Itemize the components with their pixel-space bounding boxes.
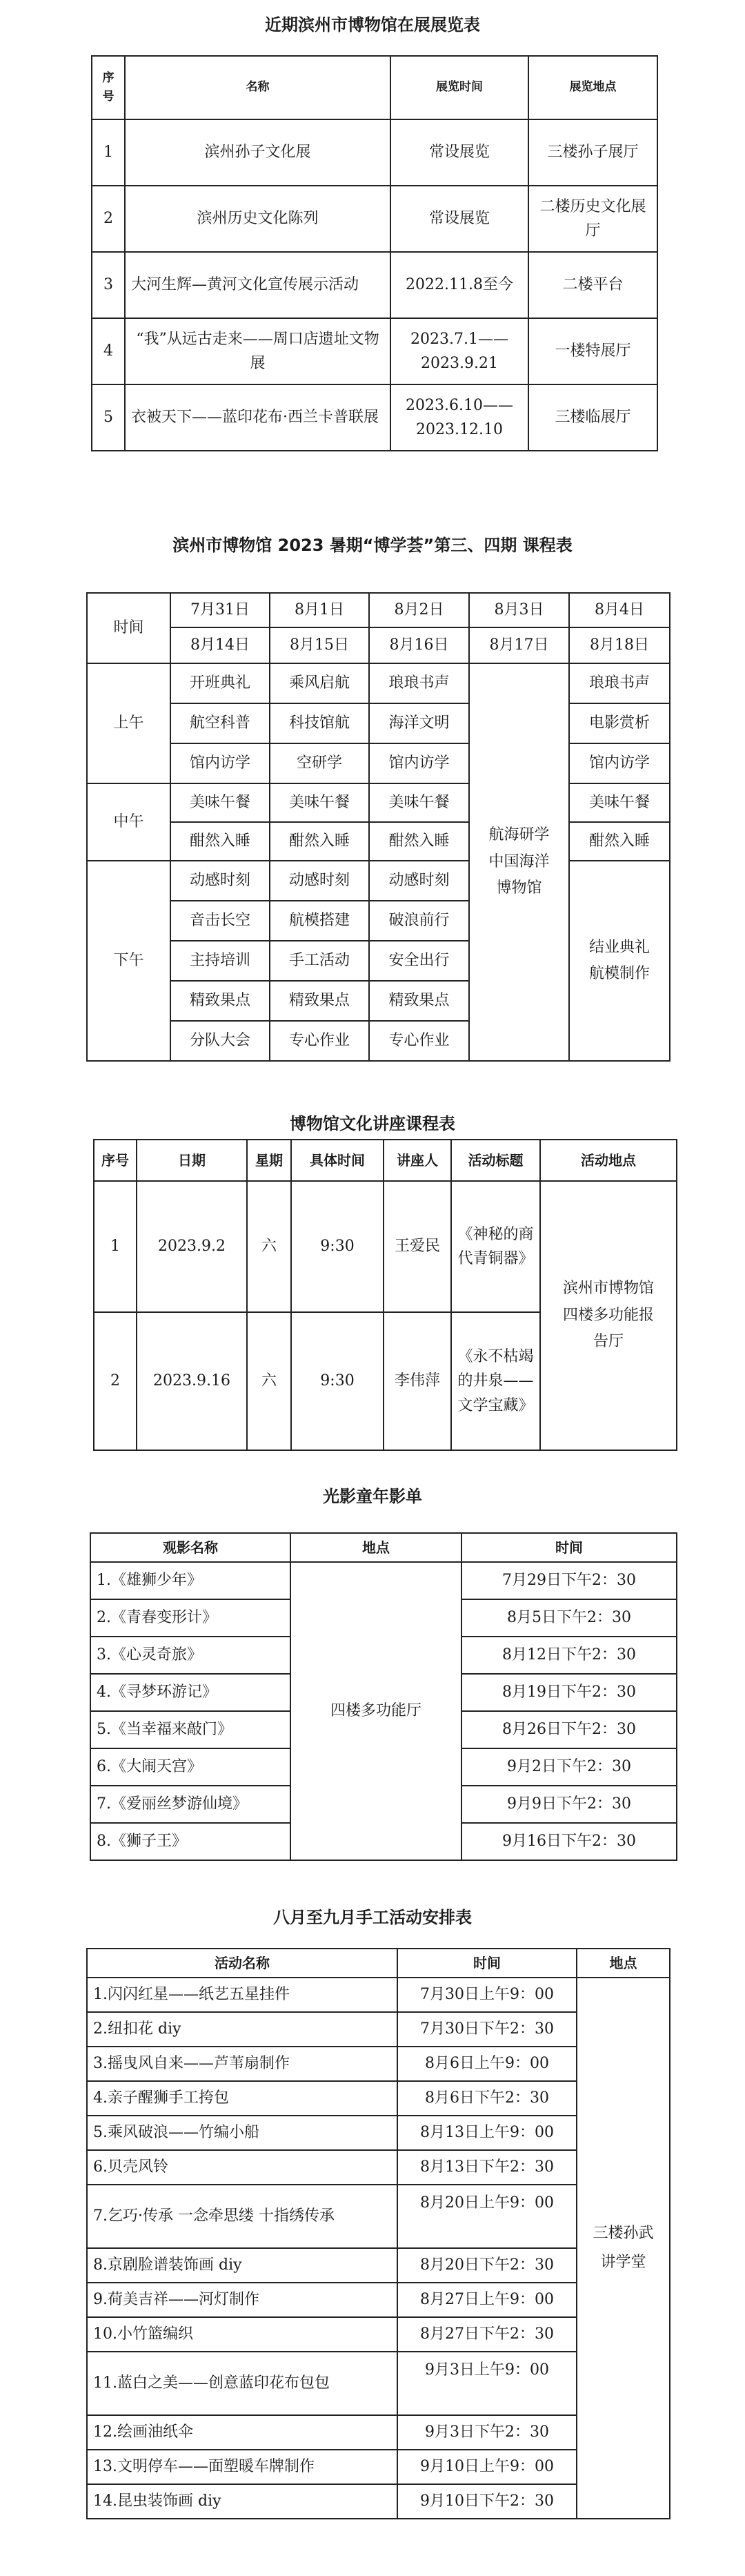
activity-name: 12.绘画油纸伞 bbox=[87, 2415, 397, 2450]
header-topic: 活动标题 bbox=[451, 1140, 540, 1181]
activity-cell: 酣然入睡 bbox=[369, 822, 469, 861]
activity-cell: 琅琅书声 bbox=[369, 663, 469, 703]
activity-time: 9月3日上午9：00 bbox=[397, 2352, 577, 2415]
date-cell: 7月31日 bbox=[170, 593, 270, 627]
header-location: 地点 bbox=[290, 1533, 461, 1562]
cell: 滨州孙子文化展 bbox=[125, 119, 390, 186]
cell: 三楼临展厅 bbox=[528, 384, 657, 451]
header-index: 序号 bbox=[94, 1140, 137, 1181]
activity-cell: 手工活动 bbox=[270, 941, 369, 981]
cell: 3 bbox=[92, 252, 125, 318]
activity-time: 8月27日下午2：30 bbox=[397, 2317, 577, 2352]
schedule-row bbox=[87, 822, 670, 861]
crafts-location: 三楼孙武讲学堂 bbox=[577, 1978, 670, 2519]
cell: 2023.7.1——2023.9.21 bbox=[390, 318, 528, 384]
activity-cell: 专心作业 bbox=[270, 1021, 369, 1061]
activity-cell: 动感时刻 bbox=[369, 861, 469, 901]
activity-cell: 安全出行 bbox=[369, 941, 469, 981]
activity-time: 8月20日上午9：00 bbox=[397, 2185, 577, 2248]
date-cell: 8月2日 bbox=[369, 593, 469, 627]
header-time: 展览时间 bbox=[390, 56, 528, 119]
header-time: 时间 bbox=[397, 1949, 577, 1978]
activity-cell: 开班典礼 bbox=[170, 663, 270, 703]
film-time: 8月5日下午2：30 bbox=[461, 1599, 677, 1637]
activity-cell: 酣然入睡 bbox=[270, 822, 369, 861]
header-time: 时间 bbox=[461, 1533, 677, 1562]
cell: 1 bbox=[94, 1181, 137, 1312]
films-title: 光影童年影单 bbox=[323, 1487, 422, 1506]
film-time: 9月2日下午2：30 bbox=[461, 1748, 677, 1786]
activity-time: 8月6日上午9：00 bbox=[397, 2047, 577, 2081]
activity-cell: 航空科普 bbox=[170, 703, 270, 743]
lectures-table bbox=[93, 1139, 677, 1451]
activity-name: 1.闪闪红星——纸艺五星挂件 bbox=[87, 1978, 397, 2012]
schedule-row bbox=[87, 663, 670, 703]
cell: 《神秘的商代青铜器》 bbox=[451, 1181, 540, 1312]
film-name: 3.《心灵奇旅》 bbox=[90, 1637, 290, 1674]
activity-cell: 科技馆航 bbox=[270, 703, 369, 743]
activity-name: 5.乘风破浪——竹编小船 bbox=[87, 2116, 397, 2150]
cell: 2023.9.16 bbox=[137, 1312, 247, 1450]
date-cell: 8月1日 bbox=[270, 593, 369, 627]
table-row bbox=[92, 318, 657, 384]
activity-name: 14.昆虫装饰画 diy bbox=[87, 2484, 397, 2519]
cell: 5 bbox=[92, 384, 125, 451]
cell: 2 bbox=[92, 186, 125, 252]
activity-name: 13.文明停车——面塑暖车牌制作 bbox=[87, 2450, 397, 2484]
dates-row bbox=[87, 627, 670, 663]
activity-cell: 分队大会 bbox=[170, 1021, 270, 1061]
activity-cell: 精致果点 bbox=[369, 981, 469, 1021]
header-weekday: 星期 bbox=[247, 1140, 291, 1181]
header-date: 日期 bbox=[137, 1140, 247, 1181]
thursday-cell bbox=[469, 663, 569, 1061]
cell: 常设展览 bbox=[390, 119, 528, 186]
date-cell: 8月17日 bbox=[469, 627, 569, 663]
schedule-row bbox=[87, 783, 670, 822]
cell: 滨州历史文化陈列 bbox=[125, 186, 390, 252]
cell: 三楼孙子展厅 bbox=[528, 119, 657, 186]
activity-name: 2.纽扣花 diy bbox=[87, 2012, 397, 2047]
date-cell: 8月15日 bbox=[270, 627, 369, 663]
activity-cell: 美味午餐 bbox=[270, 783, 369, 822]
film-name: 8.《狮子王》 bbox=[90, 1823, 290, 1860]
cell: 王爱民 bbox=[384, 1181, 451, 1312]
table-header-row bbox=[87, 1949, 670, 1978]
table-row bbox=[90, 1562, 677, 1599]
activity-time: 9月10日上午9：00 bbox=[397, 2450, 577, 2484]
film-name: 2.《青春变形计》 bbox=[90, 1599, 290, 1637]
activity-cell: 破浪前行 bbox=[369, 901, 469, 941]
activity-cell: 航模搭建 bbox=[270, 901, 369, 941]
activity-cell: 馆内访学 bbox=[569, 743, 670, 783]
date-cell: 8月16日 bbox=[369, 627, 469, 663]
schedule-table bbox=[86, 592, 670, 1062]
activity-cell: 美味午餐 bbox=[569, 783, 670, 822]
exhibitions-title: 近期滨州市博物馆在展展览表 bbox=[265, 15, 480, 35]
film-name: 1.《雄狮少年》 bbox=[90, 1562, 290, 1599]
cell: 4 bbox=[92, 318, 125, 384]
activity-name: 11.蓝白之美——创意蓝印花布包包 bbox=[87, 2352, 397, 2415]
period-morning: 上午 bbox=[87, 663, 170, 783]
header-activity: 活动名称 bbox=[87, 1949, 397, 1978]
activity-cell: 动感时刻 bbox=[270, 861, 369, 901]
exhibitions-table bbox=[91, 55, 658, 451]
film-time: 8月12日下午2：30 bbox=[461, 1637, 677, 1674]
activity-time: 8月20日下午2：30 bbox=[397, 2248, 577, 2283]
cell: 六 bbox=[247, 1181, 291, 1312]
schedule-row bbox=[87, 703, 670, 743]
header-name: 名称 bbox=[125, 56, 390, 119]
activity-time: 7月30日下午2：30 bbox=[397, 2012, 577, 2047]
cell: 9:30 bbox=[291, 1181, 384, 1312]
cell: 大河生辉—黄河文化宣传展示活动 bbox=[125, 252, 390, 318]
activity-cell: 海洋文明 bbox=[369, 703, 469, 743]
header-index: 序号 bbox=[92, 56, 125, 119]
activity-cell: 美味午餐 bbox=[170, 783, 270, 822]
activity-cell: 音击长空 bbox=[170, 901, 270, 941]
cell: 2023.9.2 bbox=[137, 1181, 247, 1312]
film-name: 6.《大闹天宫》 bbox=[90, 1748, 290, 1786]
lectures-title: 博物馆文化讲座课程表 bbox=[290, 1114, 455, 1133]
period-noon: 中午 bbox=[87, 783, 170, 861]
header-film: 观影名称 bbox=[90, 1533, 290, 1562]
header-location: 展览地点 bbox=[528, 56, 657, 119]
cell: 《永不枯竭的井泉——文学宝藏》 bbox=[451, 1312, 540, 1450]
activity-time: 9月3日下午2：30 bbox=[397, 2415, 577, 2450]
cell: 二楼历史文化展厅 bbox=[528, 186, 657, 252]
film-name: 7.《爱丽丝梦游仙境》 bbox=[90, 1786, 290, 1823]
activity-time: 7月30日上午9：00 bbox=[397, 1978, 577, 2012]
table-row bbox=[94, 1181, 677, 1312]
cell: 2 bbox=[94, 1312, 137, 1450]
date-cell: 8月3日 bbox=[469, 593, 569, 627]
activity-cell: 动感时刻 bbox=[170, 861, 270, 901]
cell: 衣被天下——蓝印花布·西兰卡普联展 bbox=[125, 384, 390, 451]
activity-time: 9月10日下午2：30 bbox=[397, 2484, 577, 2519]
cell: 二楼平台 bbox=[528, 252, 657, 318]
header-location: 地点 bbox=[577, 1949, 670, 1978]
table-row bbox=[92, 119, 657, 186]
film-name: 5.《当幸福来敲门》 bbox=[90, 1711, 290, 1748]
lecture-location: 滨州市博物馆四楼多功能报告厅 bbox=[540, 1181, 677, 1450]
activity-cell: 馆内访学 bbox=[170, 743, 270, 783]
film-time: 9月16日下午2：30 bbox=[461, 1823, 677, 1860]
activity-time: 8月13日上午9：00 bbox=[397, 2116, 577, 2150]
cell: 一楼特展厅 bbox=[528, 318, 657, 384]
cell: 李伟萍 bbox=[384, 1312, 451, 1450]
activity-cell: 专心作业 bbox=[369, 1021, 469, 1061]
activity-cell: 琅琅书声 bbox=[569, 663, 670, 703]
friday-afternoon-activity: 结业典礼航模制作 bbox=[588, 938, 650, 982]
header-location: 活动地点 bbox=[540, 1140, 677, 1181]
film-time: 9月9日下午2：30 bbox=[461, 1786, 677, 1823]
table-row bbox=[92, 186, 657, 252]
films-table bbox=[90, 1532, 677, 1861]
cell: 2023.6.10——2023.12.10 bbox=[390, 384, 528, 451]
activity-cell: 酣然入睡 bbox=[170, 822, 270, 861]
activity-name: 3.摇曳风自来——芦苇扇制作 bbox=[87, 2047, 397, 2081]
activity-cell: 电影赏析 bbox=[569, 703, 670, 743]
activity-name: 7.乞巧·传承 一念牵思缕 十指绣传承 bbox=[87, 2185, 397, 2248]
activity-cell: 空研学 bbox=[270, 743, 369, 783]
activity-cell: 精致果点 bbox=[270, 981, 369, 1021]
activity-name: 6.贝壳风铃 bbox=[87, 2150, 397, 2185]
film-location: 四楼多功能厅 bbox=[290, 1562, 461, 1860]
table-row bbox=[87, 1978, 670, 2012]
film-time: 7月29日下午2：30 bbox=[461, 1562, 677, 1599]
cell: “我”从远古走来——周口店遗址文物展 bbox=[125, 318, 390, 384]
date-cell: 8月4日 bbox=[569, 593, 670, 627]
cell: 1 bbox=[92, 119, 125, 186]
activity-cell: 主持培训 bbox=[170, 941, 270, 981]
table-header-row bbox=[90, 1533, 677, 1562]
cell: 9:30 bbox=[291, 1312, 384, 1450]
activity-time: 8月13日下午2：30 bbox=[397, 2150, 577, 2185]
activity-cell: 酣然入睡 bbox=[569, 822, 670, 861]
header-time: 具体时间 bbox=[291, 1140, 384, 1181]
film-time: 8月19日下午2：30 bbox=[461, 1674, 677, 1711]
cell: 2022.11.8至今 bbox=[390, 252, 528, 318]
schedule-row bbox=[87, 861, 670, 901]
table-header-row bbox=[92, 56, 657, 119]
activity-cell: 乘风启航 bbox=[270, 663, 369, 703]
activity-cell: 精致果点 bbox=[170, 981, 270, 1021]
friday-afternoon-cell bbox=[569, 861, 670, 1061]
activity-cell: 美味午餐 bbox=[369, 783, 469, 822]
cell: 六 bbox=[247, 1312, 291, 1450]
period-afternoon: 下午 bbox=[87, 861, 170, 1061]
schedule-title: 滨州市博物馆 2023 暑期“博学荟”第三、四期 课程表 bbox=[172, 536, 573, 555]
header-speaker: 讲座人 bbox=[384, 1140, 451, 1181]
activity-name: 9.荷美吉祥——河灯制作 bbox=[87, 2283, 397, 2317]
schedule-row bbox=[87, 743, 670, 783]
activity-cell: 馆内访学 bbox=[369, 743, 469, 783]
film-time: 8月26日下午2：30 bbox=[461, 1711, 677, 1748]
date-cell: 8月14日 bbox=[170, 627, 270, 663]
activity-time: 8月6日下午2：30 bbox=[397, 2081, 577, 2116]
table-row bbox=[92, 252, 657, 318]
activity-name: 10.小竹篮编织 bbox=[87, 2317, 397, 2352]
activity-name: 4.亲子醒狮手工挎包 bbox=[87, 2081, 397, 2116]
thursday-activity: 航海研学中国海洋博物馆 bbox=[488, 826, 550, 897]
activity-time: 8月27日上午9：00 bbox=[397, 2283, 577, 2317]
cell: 常设展览 bbox=[390, 186, 528, 252]
dates-row bbox=[87, 593, 670, 627]
table-header-row bbox=[94, 1140, 677, 1181]
crafts-title: 八月至九月手工活动安排表 bbox=[273, 1908, 472, 1927]
activity-name: 8.京剧脸谱装饰画 diy bbox=[87, 2248, 397, 2283]
date-cell: 8月18日 bbox=[569, 627, 670, 663]
time-label: 时间 bbox=[87, 593, 170, 663]
crafts-table bbox=[86, 1948, 670, 2519]
film-name: 4.《寻梦环游记》 bbox=[90, 1674, 290, 1711]
table-row bbox=[92, 384, 657, 451]
